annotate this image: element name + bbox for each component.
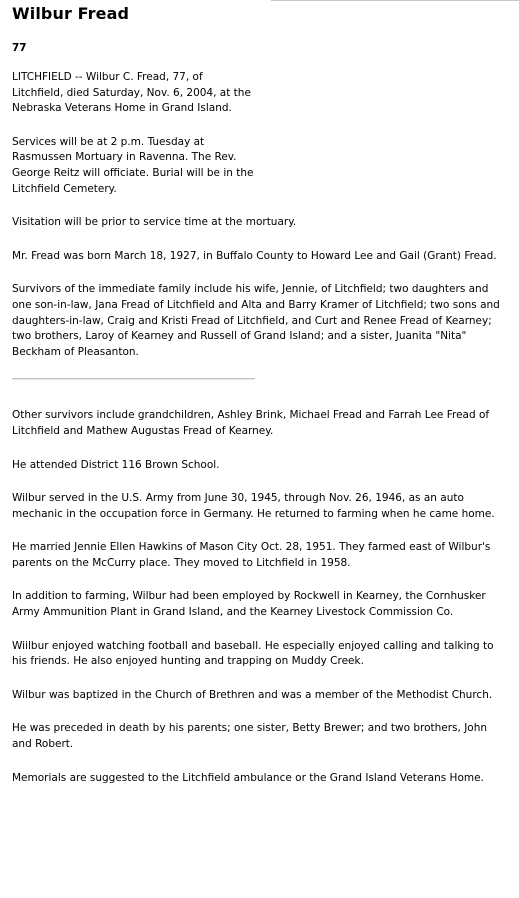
top-border-line <box>271 0 519 1</box>
preceded-in-death-paragraph: He was preceded in death by his parents; one sister, Betty Brewer; and two brothers, John and Robert. <box>12 722 488 751</box>
survivors-paragraph: Survivors of the immediate family include his wife, Jennie, of Litchfield; two daughters and one son-in-law, Jana Fread of Litchfield and Alta and Barry Kramer of Litchfield; two sons and daughters-in-law, Craig and Kristi Fread of Litchfield, and Curt and Renee Fread of Kearney; two brothers, Laroy of Kearney and Russell of Grand Island; and a sister, Juanita "Nita" Beckham of Pleasanton. <box>12 283 500 358</box>
church-paragraph: Wilbur was baptized in the Church of Brethren and was a member of the Methodist Church. <box>12 688 493 701</box>
obituary-name-heading: Wilbur Fread <box>12 4 130 23</box>
memorials-paragraph: Memorials are suggested to the Litchfield ambulance or the Grand Island Veterans Home. <box>12 771 484 784</box>
death-notice-paragraph: LITCHFIELD -- Wilbur C. Fread, 77, of Litchfield, died Saturday, Nov. 6, 2004, at the Nebraska Veterans Home in Grand Island. <box>12 71 251 115</box>
obituary-article <box>12 4 500 786</box>
obituary-age: 77 <box>12 42 27 54</box>
employment-paragraph: In addition to farming, Wilbur had been employed by Rockwell in Kearney, the Cornhusker Army Ammunition Plant in Grand Island, and the Kearney Livestock Commission Co. <box>12 590 486 619</box>
school-paragraph: He attended District 116 Brown School. <box>12 458 220 471</box>
birth-paragraph: Mr. Fread was born March 18, 1927, in Buffalo County to Howard Lee and Gail (Grant) Fread. <box>12 249 497 262</box>
hobbies-paragraph: Wiilbur enjoyed watching football and baseball. He especially enjoyed calling and talking to his friends. He also enjoyed hunting and trapping on Muddy Creek. <box>12 639 494 668</box>
marriage-paragraph: He married Jennie Ellen Hawkins of Mason City Oct. 28, 1951. They farmed east of Wilbur's parents on the McCurry place. They moved to Litchfield in 1958. <box>12 541 491 569</box>
military-paragraph: Wilbur served in the U.S. Army from June 30, 1945, through Nov. 26, 1946, as an auto mechanic in the occupation force in Germany. He returned to farming when he came home. <box>12 492 495 520</box>
visitation-paragraph: Visitation will be prior to service time at the mortuary. <box>12 216 297 229</box>
section-divider <box>12 378 255 380</box>
services-paragraph: Services will be at 2 p.m. Tuesday at Rasmussen Mortuary in Ravenna. The Rev. George Reitz will officiate. Burial will be in the Litchfield Cemetery. <box>12 135 254 195</box>
other-survivors-paragraph: Other survivors include grandchildren, Ashley Brink, Michael Fread and Farrah Lee Fread of Litchfield and Mathew Augustas Fread of Kearney. <box>12 409 490 437</box>
